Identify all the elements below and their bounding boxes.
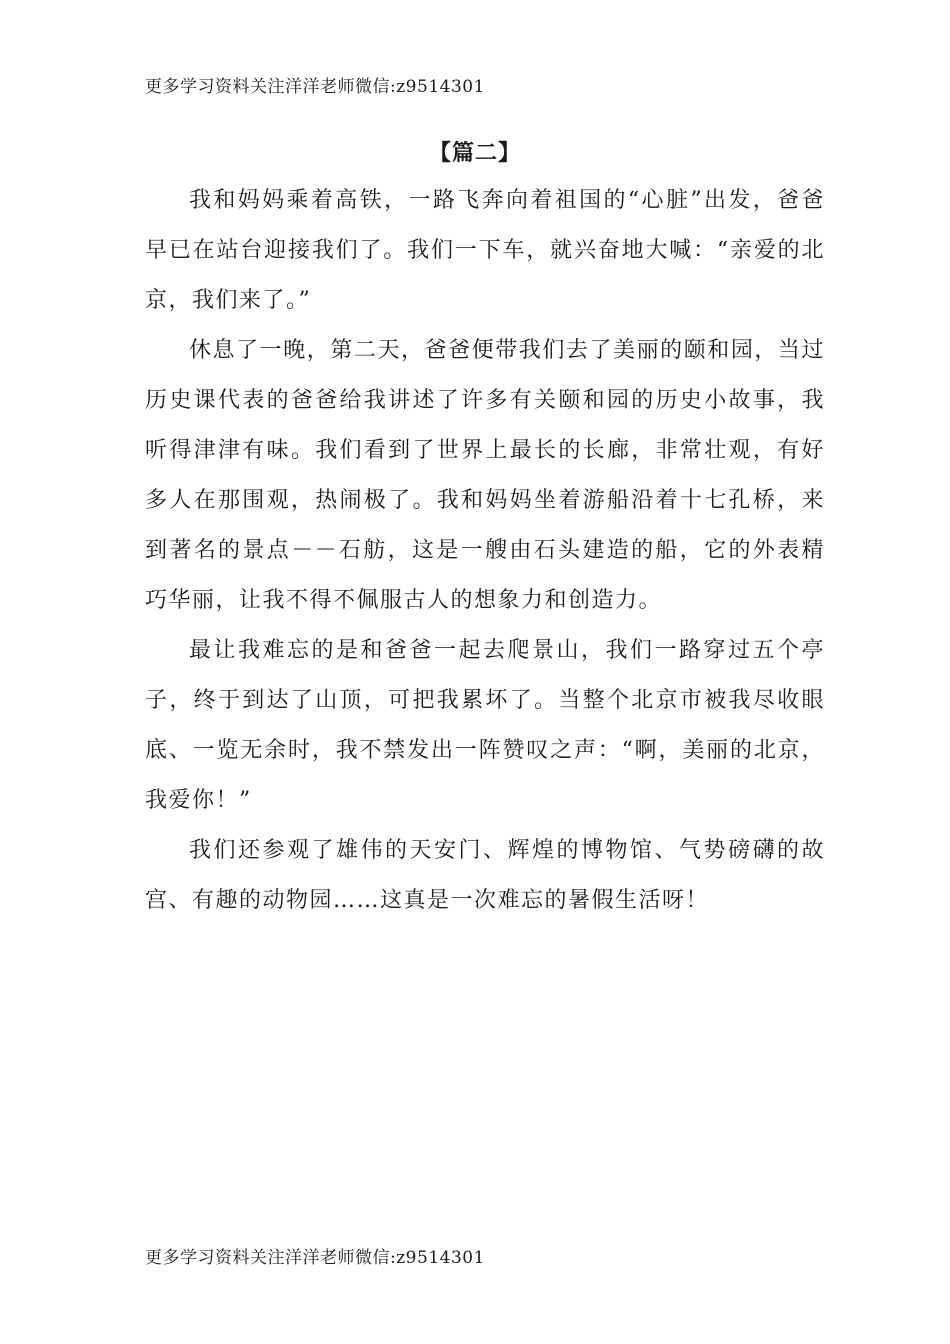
paragraph-1: 我和妈妈乘着高铁，一路飞奔向着祖国的“心脏”出发，爸爸早已在站台迎接我们了。我们一下车，就兴奋地大喊：“亲爱的北京，我们来了。” xyxy=(145,188,825,313)
article-body xyxy=(145,176,825,926)
footer-note: 更多学习资料关注洋洋老师微信:z9514301 xyxy=(145,1248,485,1268)
paragraph-3: 最让我难忘的是和爸爸一起去爬景山，我们一路穿过五个亭子，终于到达了山顶，可把我累坏了。当整个北京市被我尽收眼底、一览无余时，我不禁发出一阵赞叹之声：“啊，美丽的北京，我爱你！” xyxy=(145,638,825,813)
paragraph-2: 休息了一晚，第二天，爸爸便带我们去了美丽的颐和园，当过历史课代表的爸爸给我讲述了许多有关颐和园的历史小故事，我听得津津有味。我们看到了世界上最长的长廊，非常壮观，有好多人在那围观，热闹极了。我和妈妈坐着游船沿着十七孔桥，来到著名的景点－－石舫，这是一艘由石头建造的船，它的外表精巧华丽，让我不得不佩服古人的想象力和创造力。 xyxy=(145,338,825,613)
paragraph-4: 我们还参观了雄伟的天安门、辉煌的博物馆、气势磅礴的故宫、有趣的动物园……这真是一次难忘的暑假生活呀！ xyxy=(145,838,825,913)
header-note: 更多学习资料关注洋洋老师微信:z9514301 xyxy=(145,77,485,97)
page-title: 【篇二】 xyxy=(428,140,521,166)
